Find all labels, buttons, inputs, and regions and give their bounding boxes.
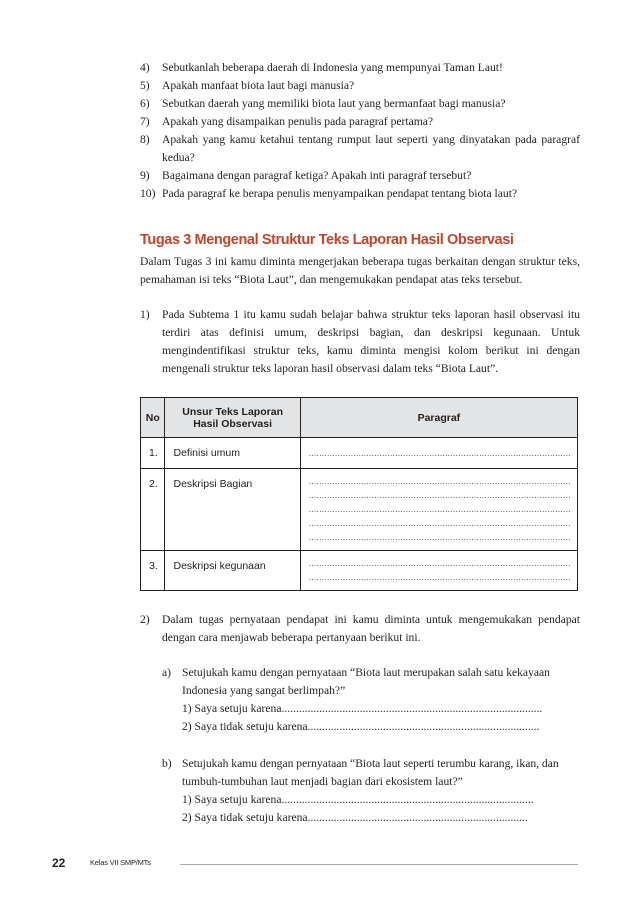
item-text: Pada Subtema 1 itu kamu sudah belajar bahwa struktur teks laporan hasil observasi itu terdiri atas definisi umum, deskripsi bagian, dan deskripsi kegunaan. Untuk mengindentifikasi struktur teks, kamu diminta mengisi kolom berikut ini dengan mengenali struktur teks laporan hasil observasi dalam teks “Biota Laut”.	[162, 308, 580, 375]
answer-line[interactable]: ....................................................................................................	[308, 559, 571, 568]
item-number: 1)	[140, 308, 150, 321]
question-text: Apakah yang kamu ketahui tentang rumput laut seperti yang dinyatakan pada paragraf kedua?	[162, 133, 580, 164]
answer-line[interactable]: 1) Saya setuju karena.......................................................................................	[182, 793, 534, 806]
question-number: 9)	[140, 169, 150, 182]
question-number: 5)	[140, 79, 150, 92]
answer-line[interactable]: ....................................................................................................	[308, 505, 571, 514]
row-unsur: Definisi umum	[165, 438, 300, 469]
column-header-no: No	[141, 398, 165, 438]
question-number: 7)	[140, 115, 150, 128]
answer-line[interactable]: 1) Saya setuju karena..........................................................................................	[182, 702, 543, 715]
row-unsur: Deskripsi Bagian	[165, 469, 300, 551]
section-intro: Dalam Tugas 3 ini kamu diminta mengerjakan beberapa tugas berkaitan dengan struktur teks, pemahaman isi teks “Biota Laut”, dan mengemukakan pendapat atas teks tersebut.	[140, 255, 580, 286]
answer-line[interactable]: ....................................................................................................	[308, 533, 571, 542]
table-row	[141, 469, 578, 551]
question-number: 10)	[140, 187, 156, 200]
row-number: 2.	[141, 469, 165, 551]
question-number: 4)	[140, 61, 150, 74]
table-row	[141, 438, 578, 469]
item-number: 2)	[140, 613, 150, 626]
column-header-unsur: Unsur Teks Laporan Hasil Observasi	[165, 398, 300, 438]
question-text: Apakah manfaat biota laut bagi manusia?	[162, 79, 355, 92]
answer-line[interactable]: 2) Saya tidak setuju karena................................................................................	[182, 720, 540, 733]
answer-line[interactable]: ....................................................................................................	[308, 477, 571, 486]
row-answer	[300, 551, 577, 591]
row-number: 1.	[141, 438, 165, 469]
footer-divider	[180, 864, 578, 865]
structure-table	[140, 397, 578, 591]
table-row	[141, 551, 578, 591]
row-number: 3.	[141, 551, 165, 591]
answer-line[interactable]: ....................................................................................................	[308, 491, 571, 500]
question-text: Pada paragraf ke berapa penulis menyampaikan pendapat tentang biota laut?	[162, 187, 518, 200]
question-number: 8)	[140, 133, 150, 146]
row-answer	[300, 469, 577, 551]
subitem-text: Setujukah kamu dengan pernyataan “Biota laut merupakan salah satu kekayaan Indonesia yang sangat berlimpah?”	[182, 666, 550, 697]
question-text: Bagaimana dengan paragraf ketiga? Apakah inti paragraf tersebut?	[162, 169, 472, 182]
footer-label: Kelas VII SMP/MTs	[90, 858, 151, 867]
table-header-row	[141, 398, 578, 438]
answer-line[interactable]: ....................................................................................................	[308, 449, 571, 458]
answer-line[interactable]: ....................................................................................................	[308, 519, 571, 528]
question-text: Sebutkan daerah yang memiliki biota laut yang bermanfaat bagi manusia?	[162, 97, 506, 110]
row-answer	[300, 438, 577, 469]
subitem-text: Setujukah kamu dengan pernyataan “Biota laut seperti terumbu karang, ikan, dan tumbuh-tumbuhan laut menjadi bagian dari ekosistem laut?”	[182, 757, 559, 788]
subitem-label: b)	[162, 757, 172, 770]
page-number: 22	[52, 856, 66, 870]
row-unsur: Deskripsi kegunaan	[165, 551, 300, 591]
subitem-label: a)	[162, 666, 172, 679]
column-header-paragraf: Paragraf	[300, 398, 577, 438]
section-title: Tugas 3 Mengenal Struktur Teks Laporan Hasil Observasi	[140, 232, 514, 248]
answer-line[interactable]: ....................................................................................................	[308, 573, 571, 582]
answer-line[interactable]: 2) Saya tidak setuju karena............................................................................	[182, 811, 528, 824]
question-text: Apakah yang disampaikan penulis pada paragraf pertama?	[162, 115, 434, 128]
question-text: Sebutkanlah beberapa daerah di Indonesia yang mempunyai Taman Laut!	[162, 61, 503, 74]
question-number: 6)	[140, 97, 150, 110]
item-text: Dalam tugas pernyataan pendapat ini kamu diminta untuk mengemukakan pendapat dengan cara menjawab beberapa pertanyaan berikut ini.	[162, 613, 580, 644]
